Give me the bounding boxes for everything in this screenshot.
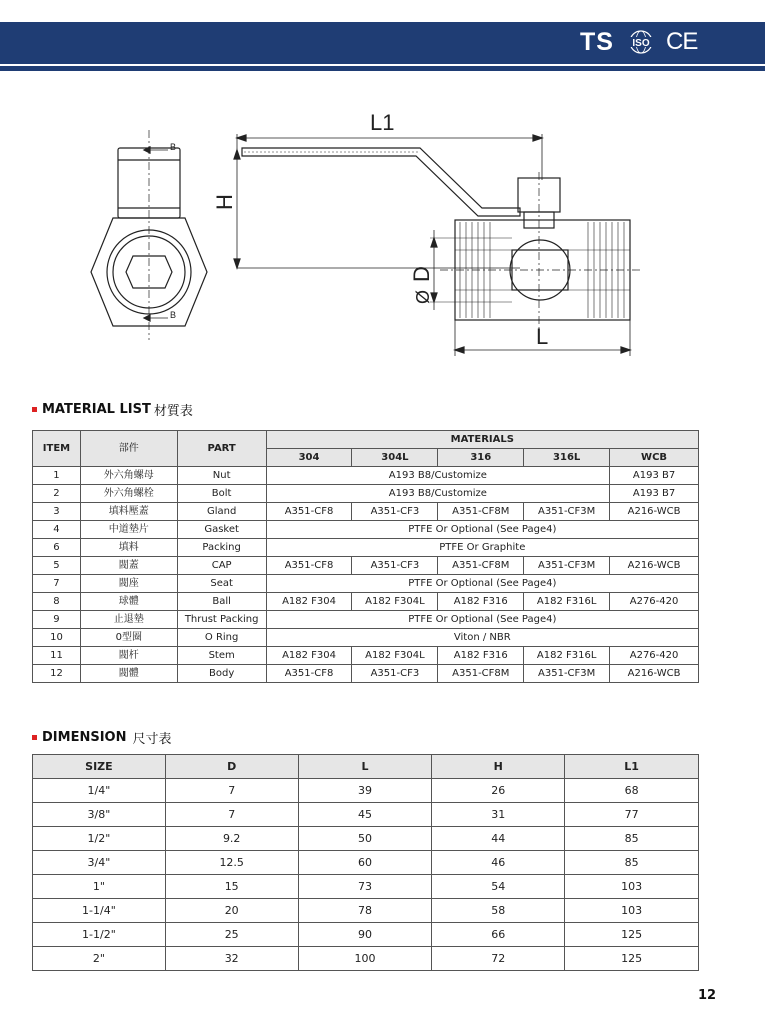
handle-lever — [242, 148, 520, 216]
dimension-title: DIMENSION 尺寸表 — [32, 728, 171, 747]
dim-cell: 103 — [565, 875, 699, 899]
material-cell: A351-CF3 — [352, 503, 438, 521]
item-cell: 10 — [33, 629, 81, 647]
material-cell: A182 F304 — [266, 647, 352, 665]
part-cell: CAP — [177, 557, 266, 575]
material-cell: A351-CF3M — [524, 503, 610, 521]
part-cell: Gasket — [177, 521, 266, 539]
part-cell: Body — [177, 665, 266, 683]
part-zh-cell: 止退墊 — [80, 611, 177, 629]
dim-cell: 90 — [298, 923, 432, 947]
dim-cell: 125 — [565, 947, 699, 971]
dim-cell: 39 — [298, 779, 432, 803]
part-zh-cell: 閥蓋 — [80, 557, 177, 575]
dim-cell: 9.2 — [165, 827, 298, 851]
b-label-bottom: B — [170, 310, 177, 320]
dim-cell: 54 — [432, 875, 565, 899]
material-cell: A182 F316L — [524, 593, 610, 611]
dim-cell: 25 — [165, 923, 298, 947]
table-row — [33, 503, 699, 521]
dim-cell: 1-1/4" — [33, 899, 166, 923]
svg-text:ISO: ISO — [632, 38, 650, 49]
bullet-icon — [32, 735, 37, 740]
material-cell: PTFE Or Optional (See Page4) — [266, 521, 698, 539]
material-cell: A351-CF8 — [266, 665, 352, 683]
col-part-header: PART — [177, 431, 266, 467]
material-cell: A193 B8/Customize — [266, 467, 609, 485]
dim-cell: 100 — [298, 947, 432, 971]
material-cell: A193 B7 — [610, 485, 699, 503]
table-row — [33, 647, 699, 665]
dim-cell: 44 — [432, 827, 565, 851]
ce-mark: CE — [666, 28, 698, 55]
grade-header: 304 — [266, 449, 352, 467]
dim-col-header: L1 — [565, 755, 699, 779]
table-row — [33, 803, 699, 827]
dim-col-header: H — [432, 755, 565, 779]
dim-cell: 66 — [432, 923, 565, 947]
table-row — [33, 485, 699, 503]
dim-cell: 26 — [432, 779, 565, 803]
part-cell: Stem — [177, 647, 266, 665]
table-row — [33, 665, 699, 683]
dim-cell: 50 — [298, 827, 432, 851]
dim-cell: 1-1/2" — [33, 923, 166, 947]
table-row — [33, 629, 699, 647]
dim-cell: 3/8" — [33, 803, 166, 827]
table-row — [33, 923, 699, 947]
dim-cell: 73 — [298, 875, 432, 899]
item-cell: 8 — [33, 593, 81, 611]
material-cell: A182 F316 — [438, 593, 524, 611]
grade-header: 304L — [352, 449, 438, 467]
table-row — [33, 827, 699, 851]
dim-cell: 125 — [565, 923, 699, 947]
material-cell: A193 B8/Customize — [266, 485, 609, 503]
part-zh-cell: 閥杆 — [80, 647, 177, 665]
col-part-zh-header: 部件 — [80, 431, 177, 467]
dim-cell: 1/4" — [33, 779, 166, 803]
table-row — [33, 779, 699, 803]
valve-technical-drawing — [0, 90, 765, 380]
materials-header: MATERIALS — [266, 431, 698, 449]
h-label: H — [212, 194, 237, 210]
item-cell: 7 — [33, 575, 81, 593]
dim-cell: 7 — [165, 779, 298, 803]
table-row — [33, 521, 699, 539]
material-cell: A193 B7 — [610, 467, 699, 485]
item-cell: 12 — [33, 665, 81, 683]
material-cell: PTFE Or Optional (See Page4) — [266, 575, 698, 593]
bullet-icon — [32, 407, 37, 412]
part-zh-cell: 中道墊片 — [80, 521, 177, 539]
dim-cell: 45 — [298, 803, 432, 827]
table-row — [33, 851, 699, 875]
material-cell: A182 F316 — [438, 647, 524, 665]
material-cell: A351-CF8M — [438, 665, 524, 683]
col-item-header: ITEM — [33, 431, 81, 467]
dim-cell: 72 — [432, 947, 565, 971]
material-list-table — [32, 430, 699, 683]
dim-cell: 12.5 — [165, 851, 298, 875]
dim-col-header: SIZE — [33, 755, 166, 779]
part-zh-cell: 填料 — [80, 539, 177, 557]
material-cell: A216-WCB — [610, 557, 699, 575]
table-row — [33, 875, 699, 899]
part-cell: Gland — [177, 503, 266, 521]
dim-cell: 15 — [165, 875, 298, 899]
dim-cell: 31 — [432, 803, 565, 827]
part-zh-cell: 閥座 — [80, 575, 177, 593]
item-cell: 4 — [33, 521, 81, 539]
dim-cell: 103 — [565, 899, 699, 923]
dim-cell: 85 — [565, 851, 699, 875]
material-cell: A351-CF8 — [266, 503, 352, 521]
material-cell: A182 F304 — [266, 593, 352, 611]
part-cell: O Ring — [177, 629, 266, 647]
material-cell: PTFE Or Optional (See Page4) — [266, 611, 698, 629]
material-cell: A351-CF8 — [266, 557, 352, 575]
material-cell: Viton / NBR — [266, 629, 698, 647]
material-cell: A276-420 — [610, 647, 699, 665]
table-row — [33, 557, 699, 575]
part-cell: Seat — [177, 575, 266, 593]
phi-label: Ø — [413, 289, 433, 304]
table-row — [33, 899, 699, 923]
b-label-top: B — [170, 142, 177, 152]
dim-col-header: L — [298, 755, 432, 779]
part-zh-cell: 外六角螺栓 — [80, 485, 177, 503]
dim-cell: 32 — [165, 947, 298, 971]
dim-cell: 60 — [298, 851, 432, 875]
part-zh-cell: 球體 — [80, 593, 177, 611]
table-row — [33, 593, 699, 611]
part-zh-cell: 填料壓蓋 — [80, 503, 177, 521]
header-rule — [0, 66, 765, 71]
material-cell: A182 F304L — [352, 593, 438, 611]
l-label: L — [536, 324, 549, 349]
material-list-title: MATERIAL LIST 材質表 — [32, 400, 193, 419]
item-cell: 11 — [33, 647, 81, 665]
part-cell: Bolt — [177, 485, 266, 503]
material-cell: A216-WCB — [610, 503, 699, 521]
d-label: D — [409, 266, 434, 282]
material-cell: A351-CF3 — [352, 557, 438, 575]
dim-cell: 68 — [565, 779, 699, 803]
brand-logo: TS — [580, 28, 614, 56]
page-number: 12 — [698, 988, 717, 1003]
table-row — [33, 575, 699, 593]
dim-cell: 3/4" — [33, 851, 166, 875]
part-zh-cell: 0型圈 — [80, 629, 177, 647]
part-cell: Ball — [177, 593, 266, 611]
table-row — [33, 539, 699, 557]
dim-cell: 1" — [33, 875, 166, 899]
table-row — [33, 611, 699, 629]
item-cell: 9 — [33, 611, 81, 629]
dim-col-header: D — [165, 755, 298, 779]
dim-cell: 46 — [432, 851, 565, 875]
l1-label: L1 — [370, 110, 395, 135]
dim-cell: 7 — [165, 803, 298, 827]
iso-logo-icon — [622, 30, 660, 54]
material-cell: A351-CF8M — [438, 503, 524, 521]
item-cell: 1 — [33, 467, 81, 485]
material-cell: A351-CF3 — [352, 665, 438, 683]
dim-cell: 58 — [432, 899, 565, 923]
part-cell: Thrust Packing — [177, 611, 266, 629]
material-cell: A276-420 — [610, 593, 699, 611]
dimension-table — [32, 754, 699, 971]
dim-cell: 2" — [33, 947, 166, 971]
grade-header: 316 — [438, 449, 524, 467]
item-cell: 2 — [33, 485, 81, 503]
material-cell: A182 F316L — [524, 647, 610, 665]
material-cell: A351-CF3M — [524, 665, 610, 683]
table-row — [33, 467, 699, 485]
material-cell: A351-CF8M — [438, 557, 524, 575]
material-cell: A216-WCB — [610, 665, 699, 683]
grade-header: 316L — [524, 449, 610, 467]
dim-cell: 78 — [298, 899, 432, 923]
material-cell: PTFE Or Graphite — [266, 539, 698, 557]
part-zh-cell: 閥體 — [80, 665, 177, 683]
item-cell: 5 — [33, 557, 81, 575]
item-cell: 3 — [33, 503, 81, 521]
dim-cell: 1/2" — [33, 827, 166, 851]
item-cell: 6 — [33, 539, 81, 557]
dim-cell: 85 — [565, 827, 699, 851]
dim-cell: 20 — [165, 899, 298, 923]
part-zh-cell: 外六角螺母 — [80, 467, 177, 485]
table-row — [33, 947, 699, 971]
material-cell: A351-CF3M — [524, 557, 610, 575]
part-cell: Nut — [177, 467, 266, 485]
part-cell: Packing — [177, 539, 266, 557]
dim-cell: 77 — [565, 803, 699, 827]
material-cell: A182 F304L — [352, 647, 438, 665]
grade-header: WCB — [610, 449, 699, 467]
